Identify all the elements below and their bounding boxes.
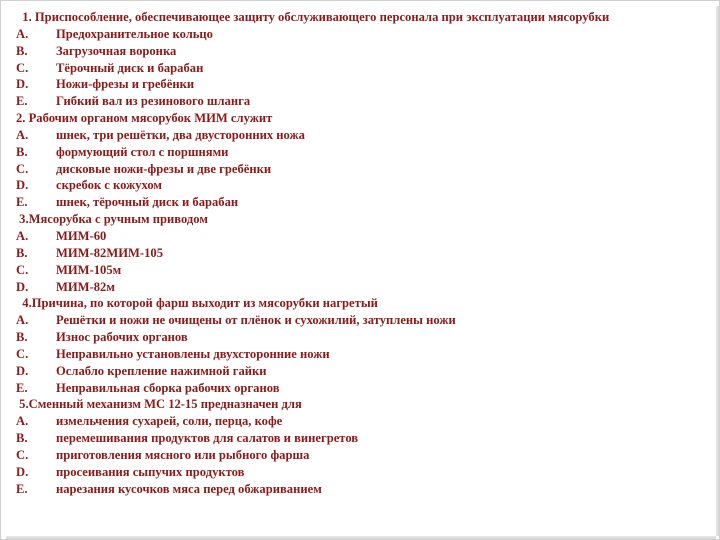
answer-option [16, 76, 706, 93]
question-text: 3.Мясорубка с ручным приводом [16, 212, 208, 227]
option-text: МИМ-82м [56, 279, 115, 294]
answer-option [16, 228, 706, 245]
option-text: шнек, три решётки, два двусторонних ножа [56, 127, 305, 142]
option-letter: E. [16, 380, 28, 395]
question-text: 4.Причина, по которой фарш выходит из мясорубки нагретый [16, 296, 378, 311]
option-letter: B. [16, 144, 28, 159]
option-letter: D. [16, 178, 29, 193]
answer-option [16, 194, 706, 211]
slide-shadow-right [716, 6, 720, 536]
answer-option [16, 127, 706, 144]
question-text: 5.Сменный механизм МС 12-15 предназначен для [16, 397, 302, 412]
option-text: шнек, тёрочный диск и барабан [56, 195, 239, 210]
option-text: скребок с кожухом [56, 178, 162, 193]
question-heading [16, 211, 706, 228]
answer-option [16, 464, 706, 481]
option-text: Износ рабочих органов [56, 330, 188, 345]
option-text: Неправильная сборка рабочих органов [56, 380, 280, 395]
option-letter: A. [16, 414, 29, 429]
answer-option [16, 26, 706, 43]
option-letter: A. [16, 127, 29, 142]
answer-option [16, 279, 706, 296]
option-letter: D. [16, 77, 29, 92]
answer-option [16, 481, 706, 498]
option-text: Ослабло крепление нажимной гайки [56, 363, 267, 378]
option-text: Загрузочная воронка [56, 43, 177, 58]
option-letter: C. [16, 346, 29, 361]
option-text: МИМ-105м [56, 262, 122, 277]
answer-option [16, 177, 706, 194]
option-letter: D. [16, 464, 29, 479]
answer-option [16, 430, 706, 447]
option-text: приготовления мясного или рыбного фарша [56, 447, 310, 462]
option-letter: D. [16, 279, 29, 294]
answer-option [16, 329, 706, 346]
option-letter: B. [16, 431, 28, 446]
option-letter: B. [16, 245, 28, 260]
question-heading [16, 9, 706, 26]
option-letter: D. [16, 363, 29, 378]
option-text: формующий стол с поршнями [56, 144, 229, 159]
answer-option [16, 346, 706, 363]
question-text: 1. Приспособление, обеспечивающее защиту обслуживающего персонала при эксплуатации мясорубки [16, 10, 610, 24]
answer-option [16, 312, 706, 329]
option-text: перемешивания продуктов для салатов и винегретов [56, 431, 359, 446]
answer-option [16, 161, 706, 178]
answer-option [16, 363, 706, 380]
option-text: МИМ-82МИМ-105 [56, 245, 164, 260]
option-letter: A. [16, 228, 29, 243]
answer-option [16, 262, 706, 279]
answer-option [16, 43, 706, 60]
option-text: Решётки и ножи не очищены от плёнок и сухожилий, затуплены ножи [56, 313, 456, 328]
option-text: Предохранительное кольцо [56, 26, 213, 41]
option-letter: B. [16, 43, 28, 58]
answer-option [16, 380, 706, 397]
answer-option [16, 245, 706, 262]
question-heading [16, 295, 706, 312]
option-letter: C. [16, 161, 29, 176]
answer-option [16, 93, 706, 110]
option-letter: C. [16, 447, 29, 462]
question-heading [16, 110, 706, 127]
option-text: дисковые ножи-фрезы и две гребёнки [56, 161, 272, 176]
option-text: нарезания кусочков мяса перед обжариванием [56, 481, 322, 496]
option-text: просеивания сыпучих продуктов [56, 464, 245, 479]
answer-option [16, 144, 706, 161]
answer-option [16, 60, 706, 77]
option-text: Тёрочный диск и барабан [56, 60, 204, 75]
option-letter: C. [16, 60, 29, 75]
option-text: Гибкий вал из резинового шланга [56, 94, 251, 109]
question-text: 2. Рабочим органом мясорубок МИМ служит [16, 111, 273, 126]
option-letter: A. [16, 313, 29, 328]
question-heading [16, 396, 706, 413]
option-text: Неправильно установлены двухсторонние ножи [56, 346, 330, 361]
answer-option [16, 413, 706, 430]
option-letter: E. [16, 195, 28, 210]
slide-shadow-bottom [6, 536, 716, 540]
option-letter: B. [16, 330, 28, 345]
quiz-text [16, 9, 706, 497]
answer-option [16, 447, 706, 464]
option-letter: A. [16, 26, 29, 41]
option-text: Ножи-фрезы и гребёнки [56, 77, 195, 92]
option-letter: E. [16, 481, 28, 496]
option-letter: E. [16, 94, 28, 109]
option-letter: C. [16, 262, 29, 277]
option-text: МИМ-60 [56, 228, 107, 243]
option-text: измельчения сухарей, соли, перца, кофе [56, 414, 283, 429]
